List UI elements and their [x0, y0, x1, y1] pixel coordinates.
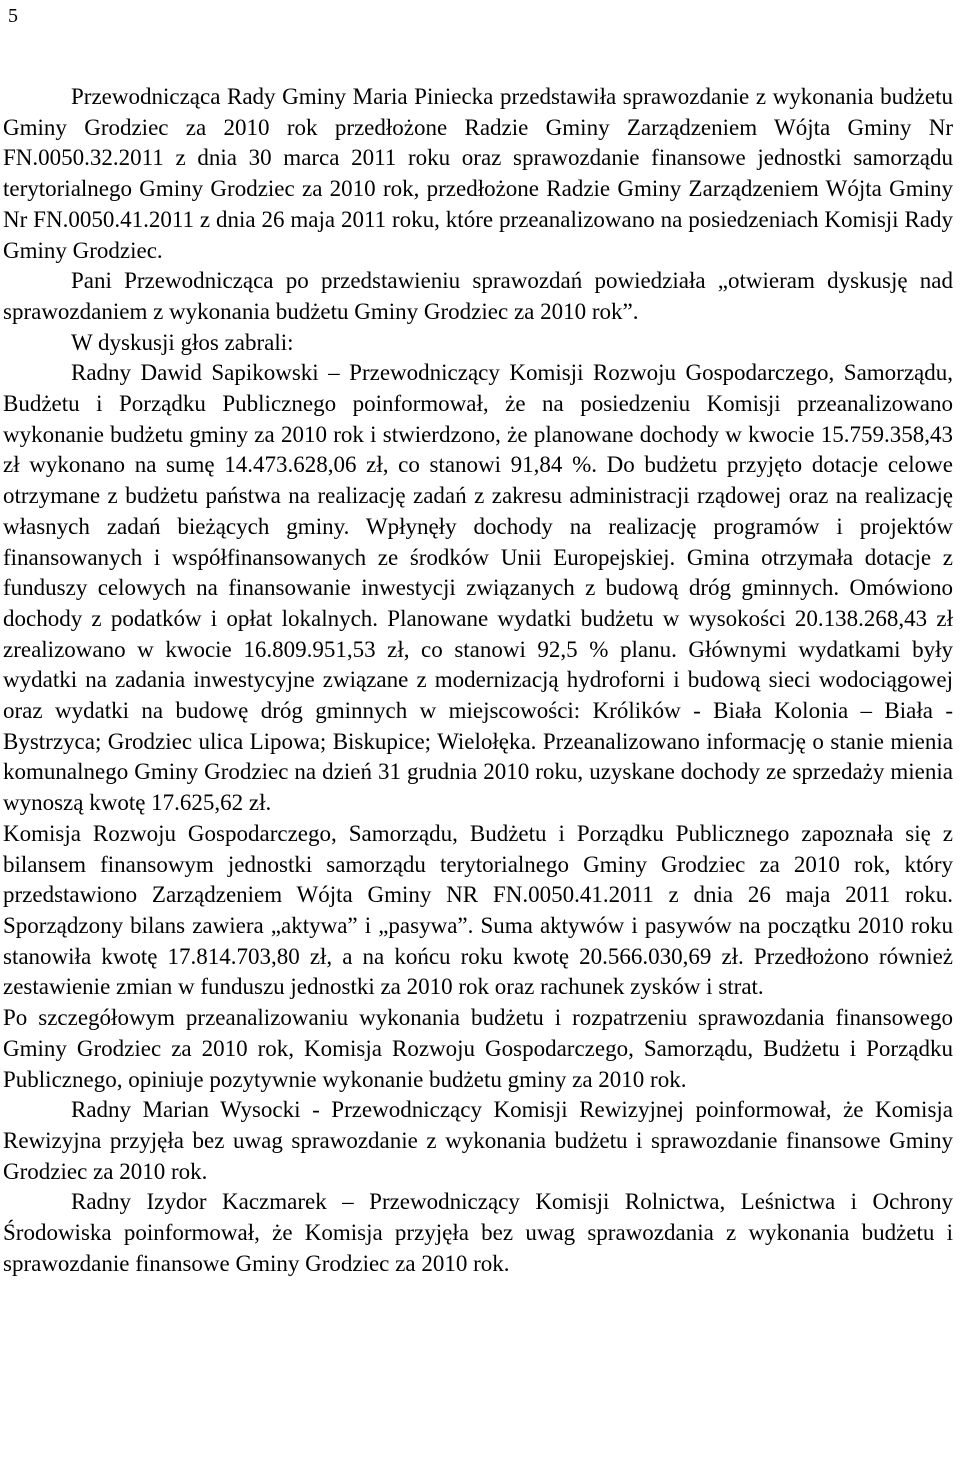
paragraph-sapikowski-statement: Radny Dawid Sapikowski – Przewodniczący Komisji Rozwoju Gospodarczego, Samorządu, Budżetu i Porządku Publicznego poinformował, że na posiedzeniu Komisji przeanalizowano wykonanie budżetu gminy za 2010 rok i stwierdzono, że planowane dochody w kwocie 15.759.358,43 zł wykonano na sumę 14.473.628,06 zł, co stanowi 91,84 %. Do budżetu przyjęto dotacje celowe otrzymane z budżetu państwa na realizację zadań z zakresu administracji rządowej oraz na realizację własnych zadań bieżących gminy. Wpłynęły dochody na realizację programów i projektów finansowanych i współfinansowanych ze środków Unii Europejskiej. Gmina otrzymała dotacje z funduszy celowych na finansowanie inwestycji związanych z budową dróg gminnych. Omówiono dochody z podatków i opłat lokalnych. Planowane wydatki budżetu w wysokości 20.138.268,43 zł zrealizowano w kwocie 16.809.951,53 zł, co stanowi 92,5 % planu. Głównymi wydatkami były wydatki na zadania inwestycyjne związane z modernizacją hydroforni i budową sieci wodociągowej oraz wydatki na budowę dróg gminnych w miejscowości: Królików - Biała Kolonia – Biała - Bystrzyca; Grodziec ulica Lipowa; Biskupice; Wielołęka. Przeanalizowano informację o stanie mienia komunalnego Gminy Grodziec na dzień 31 grudnia 2010 roku, uzyskane dochody ze sprzedaży mienia wynoszą kwotę 17.625,62 zł.: [3, 360, 953, 816]
paragraph-balance-sheet: Komisja Rozwoju Gospodarczego, Samorządu, Budżetu i Porządku Publicznego zapoznała się z bilansem finansowym jednostki samorządu terytorialnego Gminy Grodziec za 2010 rok, który przedstawiono Zarządzeniem Wójta Gminy NR FN.0050.41.2011 z dnia 26 maja 2011 roku. Sporządzony bilans zawiera „aktywa” i „pasywa”. Suma aktywów i pasywów na początku 2010 roku stanowiła kwotę 17.814.703,80 zł, a na końcu roku kwotę 20.566.030,69 zł. Przedłożono również zestawienie zmian w funduszu jednostki za 2010 rok oraz rachunek zysków i strat.: [3, 820, 953, 1000]
paragraph-discussion-speakers: W dyskusji głos zabrali:: [71, 329, 294, 355]
paragraph-wysocki-statement: Radny Marian Wysocki - Przewodniczący Komisji Rewizyjnej poinformował, że Komisja Rewizyjna przyjęła bez uwag sprawozdanie z wykonania budżetu i sprawozdanie finansowe Gminy Grodziec za 2010 rok.: [3, 1097, 953, 1184]
paragraph-kaczmarek-statement: Radny Izydor Kaczmarek – Przewodniczący Komisji Rolnictwa, Leśnictwa i Ochrony Środowiska poinformował, że Komisja przyjęła bez uwag sprawozdania z wykonania budżetu i sprawozdanie finansowe Gminy Grodziec za 2010 rok.: [3, 1189, 953, 1276]
paragraph-report-presentation: Przewodnicząca Rady Gminy Maria Piniecka przedstawiła sprawozdanie z wykonania budżetu Gminy Grodziec za 2010 rok przedłożone Radzie Gminy Zarządzeniem Wójta Gminy Nr FN.0050.32.2011 z dnia 30 marca 2011 roku oraz sprawozdanie finansowe jednostki samorządu terytorialnego Gminy Grodziec za 2010 rok, przedłożone Radzie Gminy Zarządzeniem Wójta Gminy Nr FN.0050.41.2011 z dnia 26 maja 2011 roku, które przeanalizowano na posiedzeniach Komisji Rady Gminy Grodziec.: [3, 84, 953, 263]
paragraph-committee-opinion: Po szczegółowym przeanalizowaniu wykonania budżetu i rozpatrzeniu sprawozdania finansowego Gminy Grodziec za 2010 rok, Komisja Rozwoju Gospodarczego, Samorządu, Budżetu i Porządku Publicznego, opiniuje pozytywnie wykonanie budżetu gminy za 2010 rok.: [3, 1005, 953, 1092]
paragraph-discussion-opening: Pani Przewodnicząca po przedstawieniu sprawozdań powiedziała „otwieram dyskusję nad sprawozdaniem z wykonania budżetu Gminy Grodziec za 2010 rok”.: [3, 268, 953, 324]
document-body: [3, 82, 953, 1279]
page-number: 5: [8, 5, 18, 27]
